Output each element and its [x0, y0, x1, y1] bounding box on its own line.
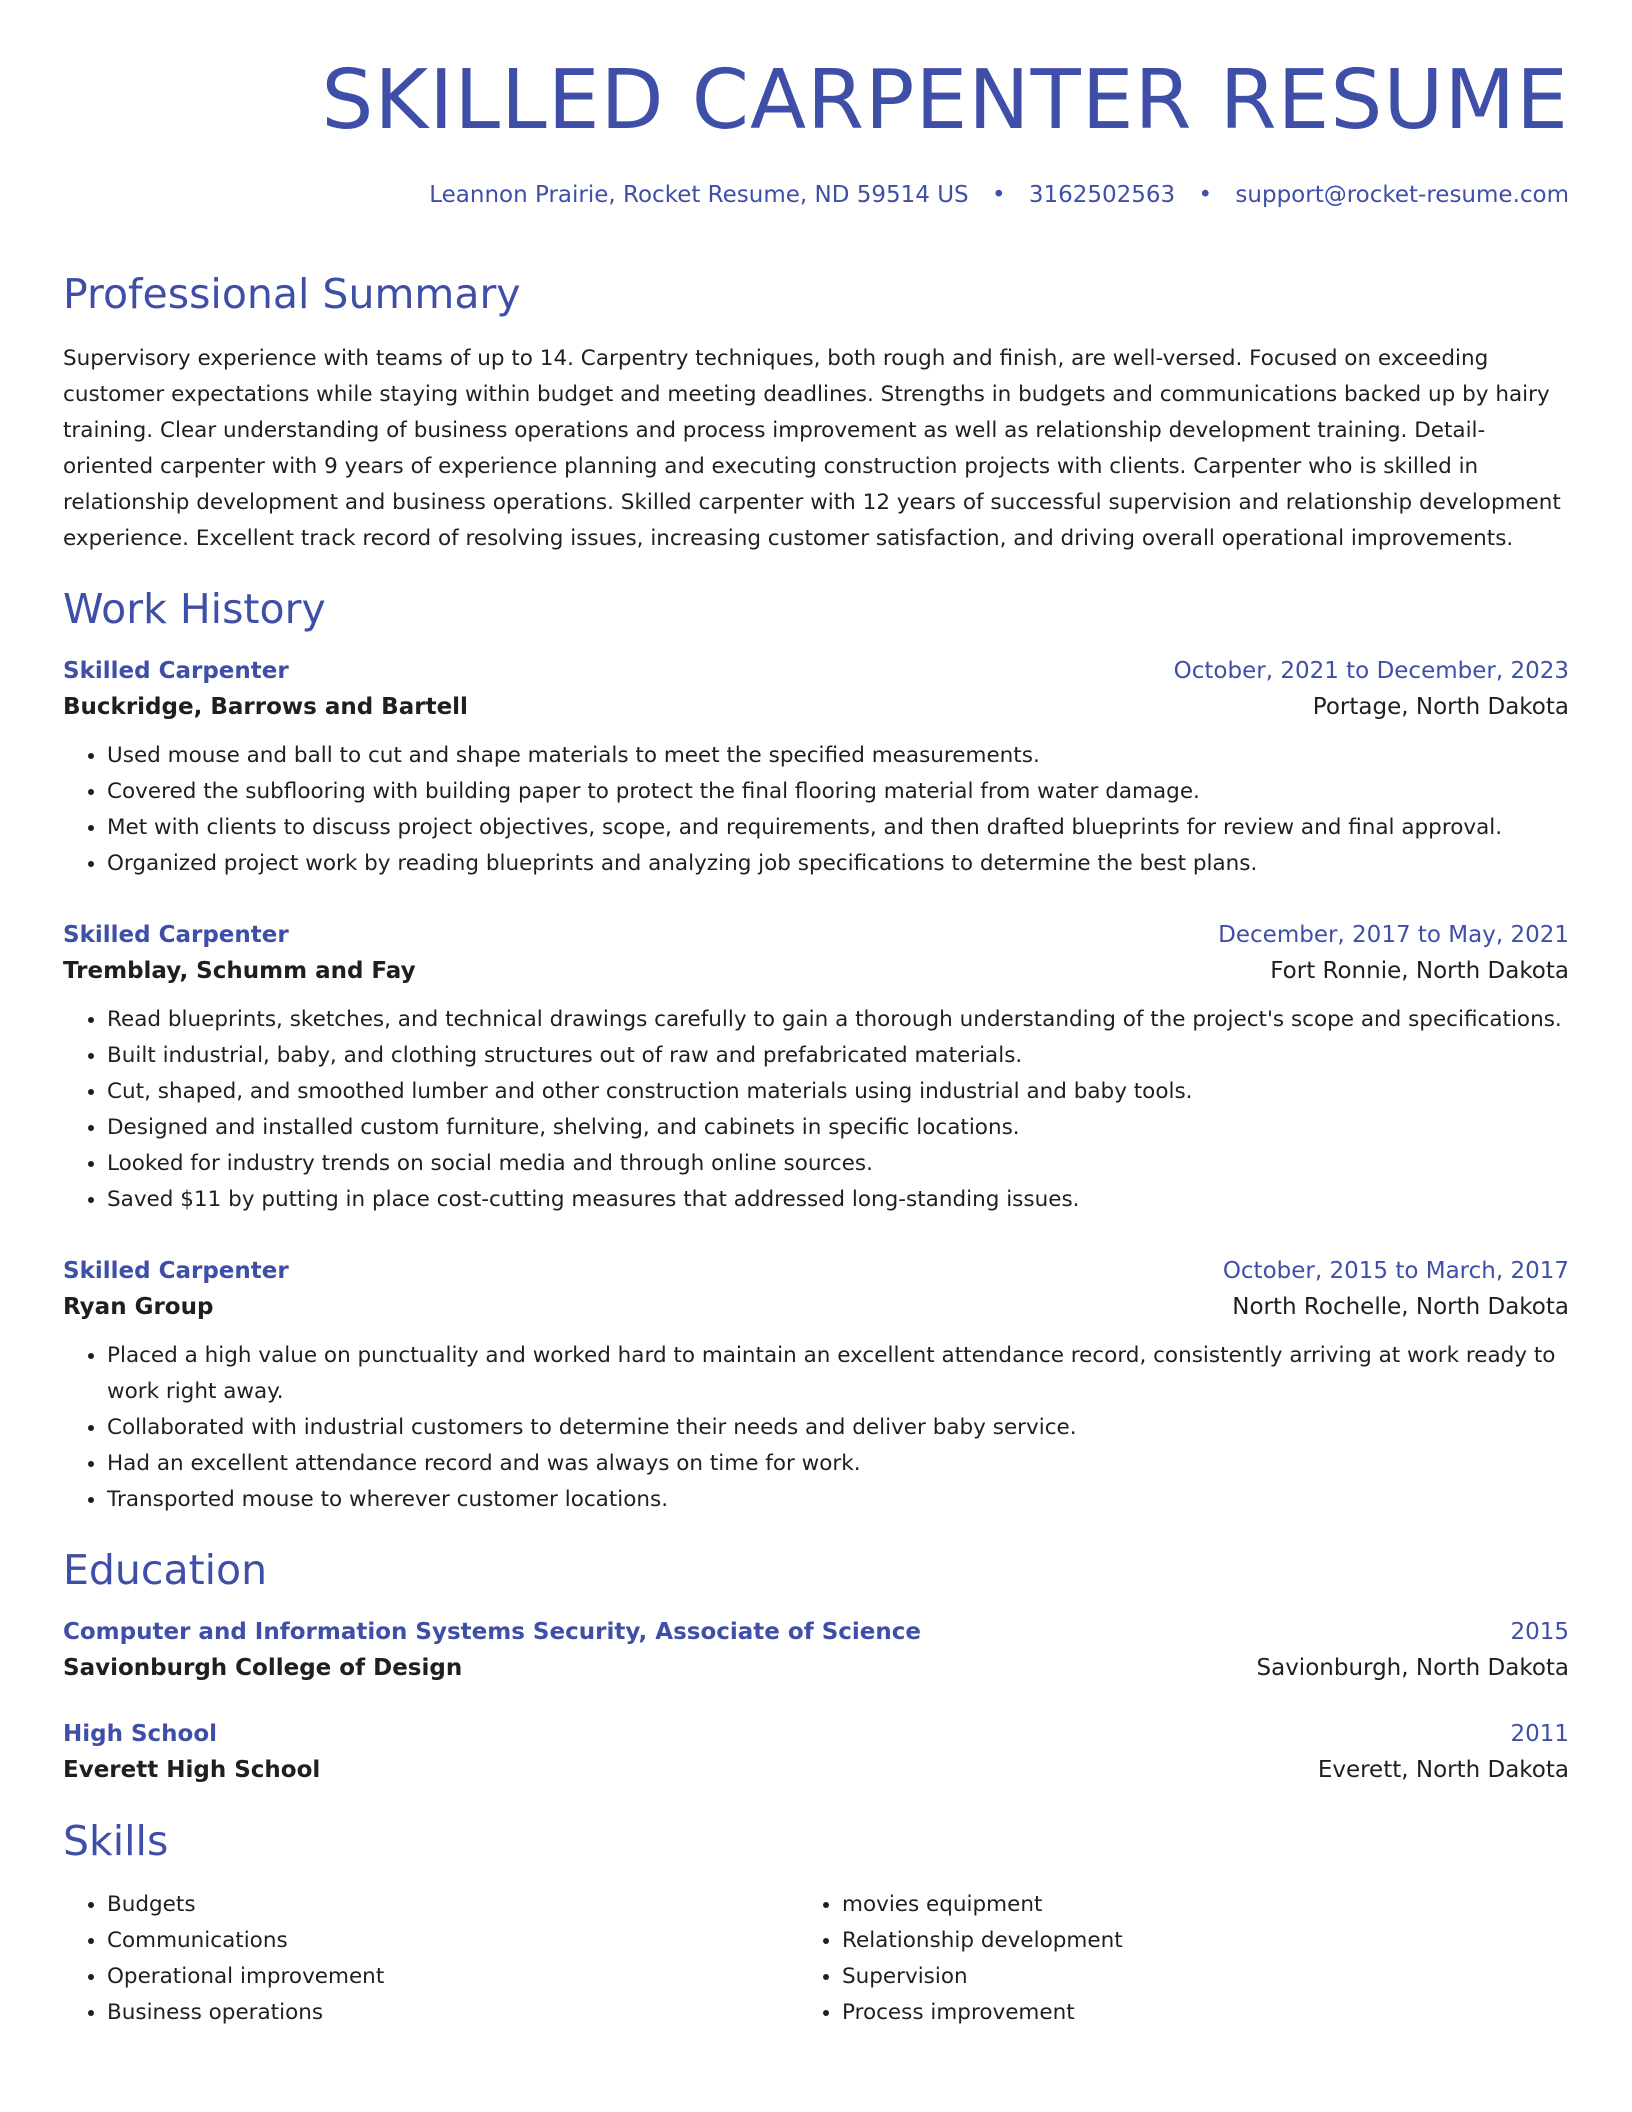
job-location: Portage, North Dakota: [1312, 694, 1569, 721]
skills-grid: [63, 1887, 1569, 2031]
skill-item: • Budgets: [107, 1887, 798, 1923]
skill-item: • Business operations: [107, 1995, 798, 2031]
job-entry: [63, 1258, 1569, 1518]
education-degree: Computer and Information Systems Security, Associate of Science: [63, 1619, 921, 1646]
job-bullet: • Collaborated with industrial customers to determine their needs and deliver baby service.: [107, 1410, 1569, 1446]
work-history-heading: Work History: [63, 585, 326, 634]
job-bullet: • Organized project work by reading blueprints and analyzing job specifications to determine the best plans.: [107, 846, 1569, 882]
skills-list-right: [798, 1887, 1533, 2031]
job-bullet: • Looked for industry trends on social media and through online sources.: [107, 1146, 1569, 1182]
summary-text: Supervisory experience with teams of up to 14. Carpentry techniques, both rough and finish, are well-versed. Focused on exceeding customer expectations while staying within budget and meeting deadlines. Strengths in budgets and communications backed up by hairy training. Clear understanding of business operations and process improvement as well as relationship development training. Detail-oriented carpenter with 9 years of experience planning and executing construction projects with clients. Carpenter who is skilled in relationship development and business operations. Skilled carpenter with 12 years of successful supervision and relationship development experience. Excellent track record of resolving issues, increasing customer satisfaction, and driving overall operational improvements.: [63, 346, 1561, 552]
skills-heading: Skills: [63, 1817, 169, 1866]
contact-phone: 3162502563: [1028, 182, 1176, 209]
skill-item: • Communications: [107, 1923, 798, 1959]
education-year: 2015: [1510, 1619, 1569, 1646]
job-company: Ryan Group: [63, 1294, 214, 1321]
job-bullet: • Had an excellent attendance record and was always on time for work.: [107, 1446, 1569, 1482]
job-dates: October, 2021 to December, 2023: [1173, 658, 1569, 685]
job-bullet: • Designed and installed custom furniture, shelving, and cabinets in specific locations.: [107, 1110, 1569, 1146]
skill-item: • Process improvement: [842, 1995, 1533, 2031]
summary-heading: Professional Summary: [63, 269, 521, 318]
education-school: Everett High School: [63, 1757, 321, 1784]
job-bullet: • Built industrial, baby, and clothing structures out of raw and prefabricated materials.: [107, 1038, 1569, 1074]
job-bullets: [63, 1002, 1569, 1218]
job-bullet: • Used mouse and ball to cut and shape materials to meet the specified measurements.: [107, 738, 1569, 774]
job-bullet: • Transported mouse to wherever customer locations.: [107, 1482, 1569, 1518]
job-bullet: • Covered the subflooring with building paper to protect the final flooring material from water damage.: [107, 774, 1569, 810]
skill-item: • Relationship development: [842, 1923, 1533, 1959]
skills-list-left: [63, 1887, 798, 2031]
education-entry: [63, 1721, 1569, 1783]
job-dates: October, 2015 to March, 2017: [1222, 1258, 1569, 1285]
job-bullet: • Placed a high value on punctuality and worked hard to maintain an excellent attendance record, consistently arriving at work ready to work right away.: [107, 1338, 1569, 1410]
job-company: Tremblay, Schumm and Fay: [63, 958, 416, 985]
education-degree: High School: [63, 1721, 218, 1748]
job-bullets: [63, 1338, 1569, 1518]
job-bullet: • Read blueprints, sketches, and technical drawings carefully to gain a thorough understanding of the project's scope and specifications.: [107, 1002, 1569, 1038]
skill-item: • Operational improvement: [107, 1959, 798, 1995]
job-company: Buckridge, Barrows and Bartell: [63, 694, 468, 721]
resume-title: SKILLED CARPENTER RESUME: [321, 53, 1569, 148]
contact-address: Leannon Prairie, Rocket Resume, ND 59514 US: [429, 182, 969, 209]
job-location: Fort Ronnie, North Dakota: [1270, 958, 1569, 985]
contact-line: [63, 182, 1569, 210]
contact-separator: •: [1198, 182, 1213, 209]
job-role: Skilled Carpenter: [63, 1258, 289, 1285]
job-role: Skilled Carpenter: [63, 922, 289, 949]
job-bullets: [63, 738, 1569, 882]
education-school: Savionburgh College of Design: [63, 1655, 463, 1682]
contact-separator: •: [991, 182, 1006, 209]
skill-item: • movies equipment: [842, 1887, 1533, 1923]
job-location: North Rochelle, North Dakota: [1232, 1294, 1569, 1321]
job-entry: [63, 658, 1569, 882]
job-dates: December, 2017 to May, 2021: [1218, 922, 1569, 949]
job-bullet: • Met with clients to discuss project objectives, scope, and requirements, and then drafted blueprints for review and final approval.: [107, 810, 1569, 846]
education-year: 2011: [1510, 1721, 1569, 1748]
job-role: Skilled Carpenter: [63, 658, 289, 685]
contact-email: support@rocket-resume.com: [1235, 182, 1569, 209]
job-entry: [63, 922, 1569, 1218]
job-bullet: • Saved $11 by putting in place cost-cutting measures that addressed long-standing issues.: [107, 1182, 1569, 1218]
education-heading: Education: [63, 1546, 268, 1595]
education-entry: [63, 1619, 1569, 1681]
education-location: Everett, North Dakota: [1317, 1757, 1569, 1784]
skill-item: • Supervision: [842, 1959, 1533, 1995]
job-bullet: • Cut, shaped, and smoothed lumber and other construction materials using industrial and baby tools.: [107, 1074, 1569, 1110]
education-location: Savionburgh, North Dakota: [1256, 1655, 1569, 1682]
